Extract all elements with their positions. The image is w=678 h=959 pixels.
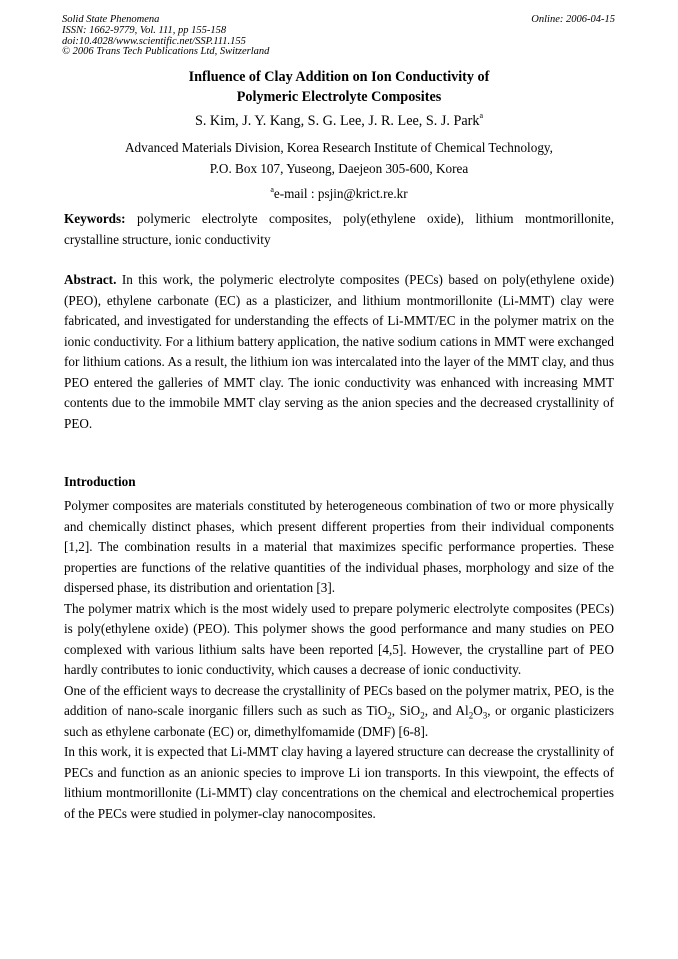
abstract-text: In this work, the polymeric electrolyte composites (PECs) based on poly(ethylene oxide) (PEO), ethylene carbonate (EC) as a plasticizer, and lithium montmorillonite (Li-MMT) clay were fabricated, and investigated for understanding the effects of Li-MMT/EC in the polymer matrix on the ionic conductivity. For a lithium battery application, the native sodium cations in MMT were exchanged for lithium cations. As a result, the lithium ion was intercalated into the layer of the MMT clay, and thus PEO entered the galleries of MMT clay. The ionic conductivity was enhanced with increasing MMT contents due to the immobile MMT clay serving as the anion species and the decreased crystallinity of PEO. (64, 272, 615, 431)
p3-text-d: O (473, 703, 483, 718)
doi-line: doi:10.4028/www.scientific.net/SSP.111.155 (62, 35, 246, 47)
keywords-text: polymeric electrolyte composites, poly(ethylene oxide), lithium montmorillonite, crystalline structure, ionic conductivity (64, 211, 615, 247)
introduction-body (64, 496, 614, 824)
p3-text-a: One of the efficient ways to decrease the crystallinity of PECs based on the polymer matrix, PEO, is the addition of nano-scale inorganic fillers such as such as TiO (64, 682, 614, 718)
title-line-2: Polymeric Electrolyte Composites (236, 89, 442, 105)
title-line-1: Influence of Clay Addition on Ion Conductivity of (188, 69, 490, 85)
subscript: 2 (420, 710, 425, 721)
abstract-section (64, 270, 614, 434)
copyright-line: © 2006 Trans Tech Publications Ltd, Switzerland (62, 46, 270, 58)
journal-header (62, 15, 615, 58)
introduction-heading: Introduction (64, 474, 136, 489)
intro-paragraph-3 (64, 681, 614, 743)
intro-paragraph-4: In this work, it is expected that Li-MMT clay having a layered structure can decrease the crystallinity of PECs and function as an anionic species to improve Li ion transports. In this viewpoint, the effects of lithium montmorillonite (Li-MMT) clay concentrations on the chemical and electrochemical properties of the PECs were studied in polymer-clay nanocomposites. (64, 744, 614, 821)
p3-text-c: , and Al (424, 703, 469, 718)
author-names: S. Kim, J. Y. Kang, S. G. Lee, J. R. Lee, S. J. Park (194, 113, 480, 129)
keywords-section (64, 209, 614, 250)
abstract-label: Abstract. (64, 272, 117, 287)
intro-paragraph-2: The polymer matrix which is the most widely used to prepare polymeric electrolyte composites (PECs) is poly(ethylene oxide) (PEO). This polymer shows the good performance and many studies on PEO complexed with various lithium salts have been reported [4,5]. However, the crystalline part of PEO hardly contributes to ionic conductivity, which causes a decrease of ionic conductivity. (64, 600, 614, 677)
author-list (0, 111, 678, 131)
issn-line: ISSN: 1662-9779, Vol. 111, pp 155-158 (62, 24, 227, 36)
journal-name: Solid State Phenomena (62, 14, 160, 25)
p3-text-b: , SiO (391, 703, 421, 718)
paper-title (0, 67, 678, 107)
online-date: Online: 2006-04-15 (531, 14, 615, 25)
email-text: e-mail : psjin@krict.re.kr (273, 186, 408, 201)
affiliation-line-2: P.O. Box 107, Yuseong, Daejeon 305-600, Korea (209, 161, 469, 176)
keywords-label: Keywords: (64, 211, 126, 226)
affiliation (0, 137, 678, 179)
p3-text-e: , or organic plasticizers such as ethylene carbonate (EC) or, dimethylfomamide (DMF) [6-8]. (64, 703, 615, 739)
email-marker: a (270, 184, 274, 194)
author-affiliation-marker: a (479, 111, 484, 121)
intro-paragraph-1: Polymer composites are materials constituted by heterogeneous combination of two or more physically and chemically distinct phases, which present different properties from their individual components [1,2]. The combination results in a material that maximizes specific performance properties. These properties are functions of the relative quantities of the individual phases, morphology and size of the dispersed phase, its distribution and orientation [3]. (64, 498, 614, 595)
subscript: 2 (468, 710, 474, 721)
affiliation-line-1: Advanced Materials Division, Korea Research Institute of Chemical Technology, (125, 140, 553, 155)
contact-email (0, 184, 678, 204)
subscript: 3 (482, 710, 488, 721)
subscript: 2 (387, 710, 392, 721)
